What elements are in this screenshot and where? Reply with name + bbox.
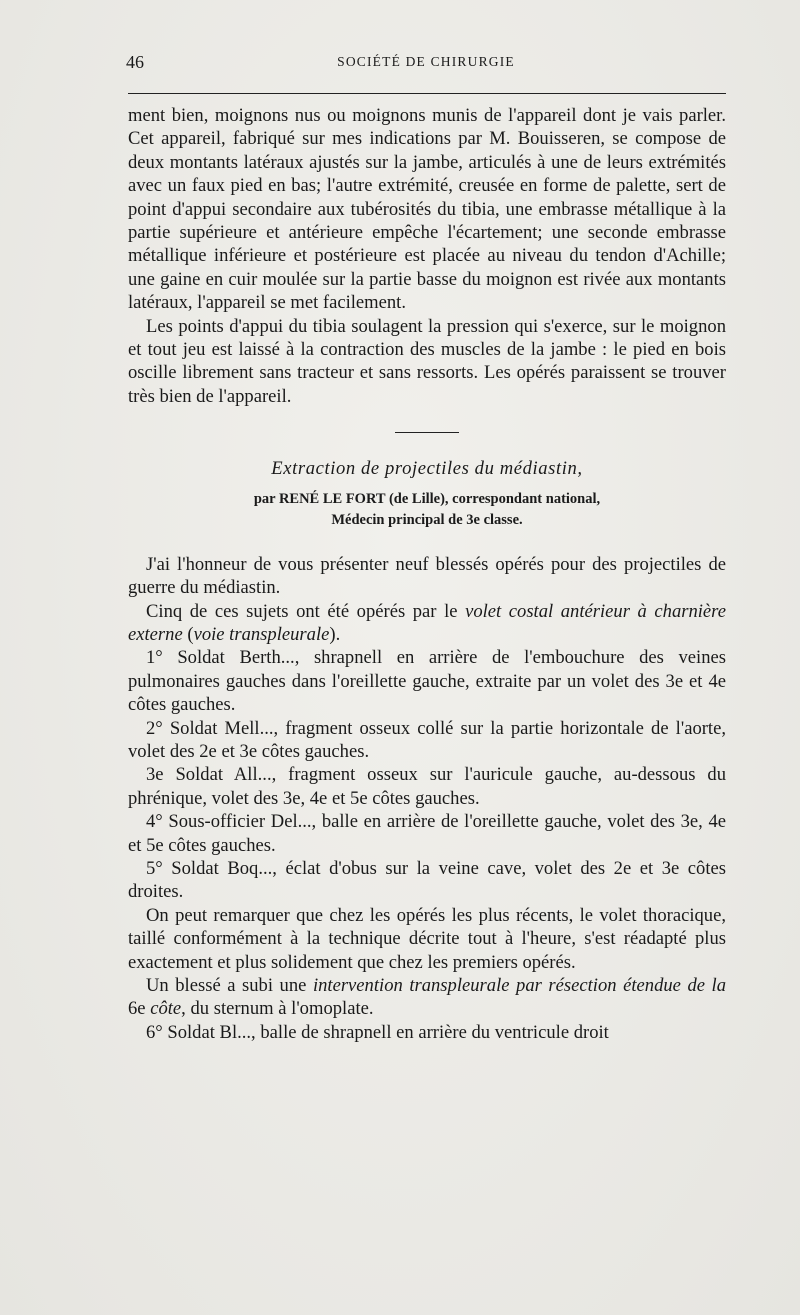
case-3: 3e Soldat All..., fragment osseux sur l'auricule gauche, au-dessous du phrénique, volet des 3e, 4e et 5e côtes gauches.: [128, 764, 726, 809]
text-run: ).: [329, 623, 341, 645]
case-6: 6° Soldat Bl..., balle de shrapnell en arrière du ventricule droit: [146, 1021, 609, 1043]
article-title: Extraction de projectiles du médiastin,: [271, 458, 583, 480]
case-2: 2° Soldat Mell..., fragment osseux collé sur la partie horizontale de l'aorte, volet des 2e et 3e côtes gauches.: [128, 717, 726, 762]
italic-run: voie transpleurale: [193, 623, 330, 645]
page-body: [128, 104, 726, 1044]
text-run: , du sternum à l'omoplate.: [181, 998, 374, 1020]
running-title: SOCIÉTÉ DE CHIRURGIE: [337, 54, 515, 69]
page-header: [126, 52, 726, 78]
case-1: 1° Soldat Berth..., shrapnell en arrière de l'embouchure des veines pulmonaires gauches dans l'oreillette gauche, extraite par un volet des 3e et 4e côtes gauches.: [128, 647, 726, 716]
text-run: Cinq de ces sujets ont été opérés par le: [146, 600, 466, 622]
paragraph-blesse: [128, 974, 726, 1021]
paragraph-intro: J'ai l'honneur de vous présenter neuf blessés opérés pour des projectiles de guerre du médiastin.: [128, 553, 726, 599]
article-byline-rank: Médecin principal de 3e classe.: [331, 511, 523, 528]
paragraph-tibia: Les points d'appui du tibia soulagent la pression qui s'exerce, sur le moignon et tout jeu est laissé à la contraction des muscles de la jambe : le pied en bois oscille librement sans tracteur et sans ressorts. Les opérés paraissent se trouver très bien de l'appareil.: [128, 315, 726, 407]
header-rule: [128, 93, 726, 94]
case-4: 4° Sous-officier Del..., balle en arrière de l'oreillette gauche, volet des 3e, 4e et 5e côtes gauches.: [128, 811, 726, 856]
case-5: 5° Soldat Boq..., éclat d'obus sur la veine cave, volet des 2e et 3e côtes droites.: [128, 857, 726, 903]
text-run: 6e: [128, 998, 151, 1020]
page-number: 46: [126, 52, 144, 72]
text-run: (: [182, 623, 194, 645]
italic-run: intervention transpleurale par résection étendue de la: [312, 975, 726, 996]
section-separator: [395, 432, 459, 433]
text-run: Un blessé a subi une: [146, 975, 313, 996]
spacer: [128, 531, 726, 553]
paragraph-cinq: [128, 600, 726, 647]
italic-run: volet costal antérieur à charnière externe: [128, 600, 726, 645]
article-byline: par RENÉ LE FORT (de Lille), correspondant national,: [253, 490, 601, 507]
paragraph-remark: On peut remarquer que chez les opérés les plus récents, le volet thoracique, taillé conformément à la technique décrite tout à l'heure, s'est réadapté plus exactement et plus solidement que chez les premiers opérés.: [128, 904, 726, 973]
italic-run: côte: [150, 998, 182, 1020]
paragraph-continuation: ment bien, moignons nus ou moignons munis de l'appareil dont je vais parler. Cet appareil, fabriqué sur mes indications par M. Bouisseren, se compose de deux montants latéraux ajustés sur la jambe, articulés à une de leurs extrémités avec un faux pied en bas; l'autre extrémité, creusée en forme de palette, sert de point d'appui secondaire aux tubérosités du tibia, une embrasse métallique à la partie supérieure et antérieure empêche l'écartement; une seconde embrasse métallique inférieure et postérieure est placée au niveau du tendon d'Achille; une gaine en cuir moulée sur la partie basse du moignon est rivée aux montants latéraux, l'appareil se met facilement.: [128, 105, 726, 314]
